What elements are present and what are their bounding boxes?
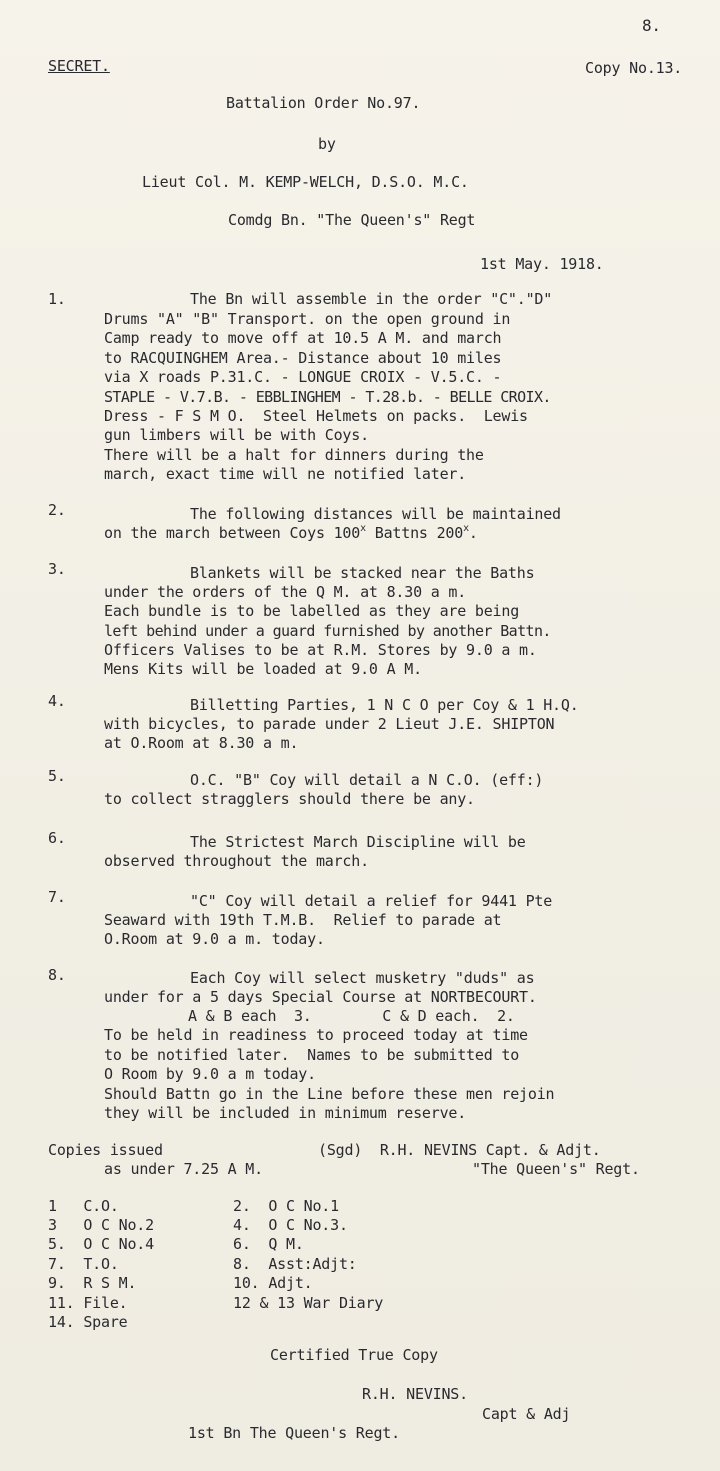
paragraph-number: 4. [48,692,66,710]
distribution-item: 8. Asst:Adjt: [233,1255,357,1273]
paragraph-line: gun limbers will be with Coys. [104,426,369,444]
paragraph-line: "C" Coy will detail a relief for 9441 Pte [190,892,553,910]
paragraph-line: left behind under a guard furnished by another Battn. [104,622,551,640]
paragraph-line: The following distances will be maintained [190,505,561,523]
paragraph-line: O Room by 9.0 a m today. [104,1065,316,1083]
page-number: 8. [642,16,661,35]
paragraph-line: Should Battn go in the Line before these men rejoin [104,1085,555,1103]
paragraph-number: 1. [48,290,66,308]
certifier-rank: Capt & Adj [482,1405,571,1423]
paragraph-number: 8. [48,966,66,984]
distance-text: . [468,524,478,542]
distribution-item: 3 O C No.2 [48,1216,154,1234]
paragraph-line: O.Room at 9.0 a m. today. [104,930,325,948]
distribution-item: 11. File. [48,1294,128,1312]
distribution-item: 12 & 13 War Diary [233,1294,384,1312]
certifier-name: R.H. NEVINS. [362,1385,468,1403]
paragraph-line: to be notified later. Names to be submitted to [104,1046,520,1064]
paragraph-number: 2. [48,501,66,519]
distribution-item: 14. Spare [48,1313,128,1331]
distance-superscript: x [463,523,469,534]
paragraph-line: The Strictest March Discipline will be [190,833,526,851]
distribution-item: 5. O C No.4 [48,1235,154,1253]
paragraph-line: Each Coy will select musketry "duds" as [190,969,535,987]
classification-secret: SECRET. [48,57,110,75]
copy-number: Copy No.13. [585,59,683,77]
paragraph-line: via X roads P.31.C. - LONGUE CROIX - V.5.C. - [104,368,502,386]
paragraph-line: Officers Valises to be at R.M. Stores by 9.0 a m. [104,641,537,659]
paragraph-number: 6. [48,829,66,847]
paragraph-line: A & B each 3. C & D each. 2. [188,1007,515,1025]
distribution-item: 4. O C No.3. [233,1216,348,1234]
paragraph-line: with bicycles, to parade under 2 Lieut J.E. SHIPTON [104,715,555,733]
paragraph-line: they will be included in minimum reserve. [104,1104,467,1122]
commander-line: Lieut Col. M. KEMP-WELCH, D.S.O. M.C. [142,173,469,191]
paragraph-line: O.C. "B" Coy will detail a N C.O. (eff:) [190,771,544,789]
paragraph-line: STAPLE - V.7.B. - EBBLINGHEM - T.28.b. - BELLE CROIX. [104,388,551,406]
distribution-item: 1 C.O. [48,1197,119,1215]
paragraph-line: Drums "A" "B" Transport. on the open ground in [104,310,511,328]
by-line: by [318,135,336,153]
certifier-unit: 1st Bn The Queen's Regt. [188,1424,400,1442]
certified-true-copy: Certified True Copy [270,1346,438,1364]
paragraph-line: Seaward with 19th T.M.B. Relief to parade at [104,911,502,929]
paragraph-line: under the orders of the Q M. at 8.30 a m. [104,583,467,601]
paragraph-line [104,524,478,545]
paragraph-line: observed throughout the march. [104,852,369,870]
order-date: 1st May. 1918. [480,255,604,273]
copies-issued-label: Copies issued [48,1141,163,1159]
distribution-item: 6. Q M. [233,1235,304,1253]
copies-issued-time: as under 7.25 A M. [104,1160,263,1178]
paragraph-line: march, exact time will ne notified later. [104,465,467,483]
paragraph-line: Camp ready to move off at 10.5 A M. and march [104,329,502,347]
distribution-item: 9. R S M. [48,1274,137,1292]
paragraph-line: to collect stragglers should there be any. [104,790,475,808]
paragraph-line: To be held in readiness to proceed today at time [104,1026,528,1044]
paragraph-line: Blankets will be stacked near the Baths [190,564,535,582]
paragraph-line: Mens Kits will be loaded at 9.0 A M. [104,660,422,678]
paragraph-number: 7. [48,888,66,906]
paragraph-line: There will be a halt for dinners during the [104,446,484,464]
paragraph-line: at O.Room at 8.30 a m. [104,734,299,752]
distance-text: on the march between Coys 100 [104,524,361,542]
paragraph-line: Billetting Parties, 1 N C O per Coy & 1 H.Q. [190,696,579,714]
paragraph-number: 5. [48,767,66,785]
paragraph-line: under for a 5 days Special Course at NORTBECOURT. [104,988,537,1006]
unit-line: Comdg Bn. "The Queen's" Regt [228,211,476,229]
paragraph-line: Dress - F S M O. Steel Helmets on packs. Lewis [104,407,528,425]
paragraph-number: 3. [48,560,66,578]
distribution-item: 2. O C No.1 [233,1197,339,1215]
distance-superscript: x [360,523,366,534]
paragraph-line: Each bundle is to be labelled as they are being [104,602,520,620]
order-title: Battalion Order No.97. [226,94,421,112]
paragraph-line: The Bn will assemble in the order "C"."D" [190,290,553,308]
signed-regiment: "The Queen's" Regt. [472,1160,640,1178]
signed-by: (Sgd) R.H. NEVINS Capt. & Adjt. [318,1141,601,1159]
distance-text: Battns 200 [365,524,464,542]
distribution-item: 10. Adjt. [233,1274,313,1292]
paragraph-line: to RACQUINGHEM Area.- Distance about 10 miles [104,349,502,367]
distribution-item: 7. T.O. [48,1255,119,1273]
